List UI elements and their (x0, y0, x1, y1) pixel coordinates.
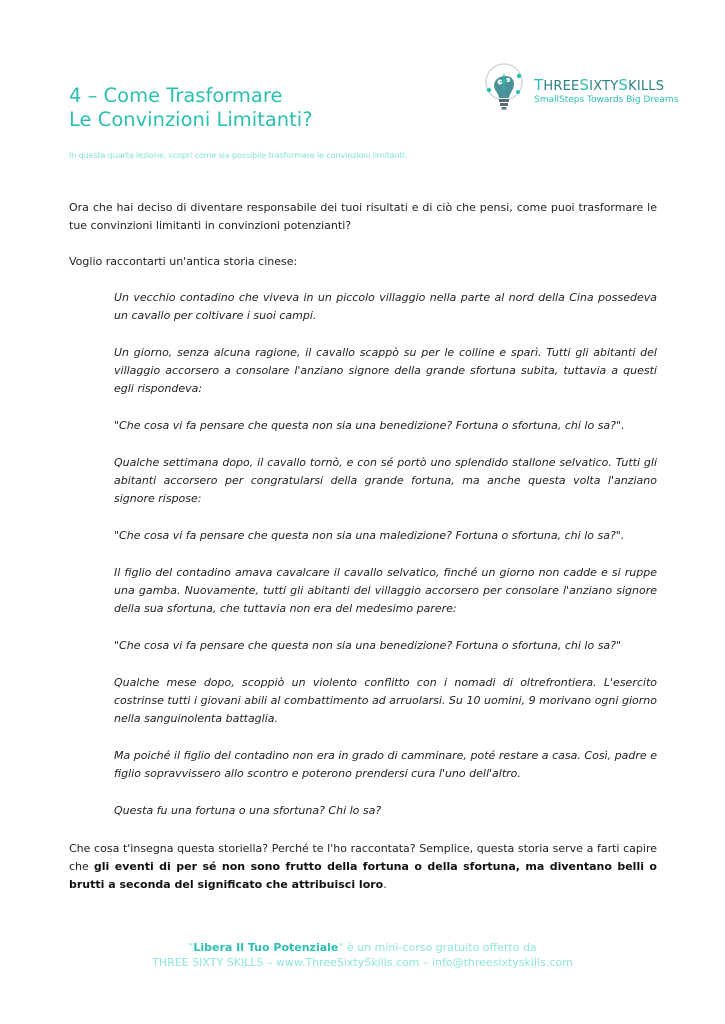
footer-line-1: "Libera Il Tuo Potenziale" è un mini-corso gratuito offerto da (188, 941, 537, 954)
page-title (69, 84, 399, 132)
conclusion-paragraph: Che cosa t'insegna questa storiella? Perché te l'ho raccontata? Semplice, questa storia serve a farti capire che gli eventi di per sé non sono frutto della fortuna o della sfortuna, ma diventano belli o brutti a seconda del significato che attribuisci loro. (69, 842, 657, 891)
story-paragraph-10: Questa fu una fortuna o una sfortuna? Chi lo sa? (114, 804, 382, 817)
story-paragraph-8: Qualche mese dopo, scoppiò un violento conflitto con i nomadi di oltrefrontiera. L'esercito costrinse tutti i giovani abili al combattimento ad arruolarsi. Su 10 uomini, 9 morivano ogni giorno nella sanguinolenta battaglia. (114, 676, 657, 725)
title-line-1: 4 – Come Trasformare (69, 84, 283, 107)
story-paragraph-6: Il figlio del contadino amava cavalcare il cavallo selvatico, finché un giorno non cadde e si ruppe una gamba. Nuovamente, tutti gli abitanti del villaggio accorsero per consolare l'anziano signore della sua sfortuna, che tuttavia non era del medesimo parere: (114, 566, 657, 615)
logo-wordmark: THREESIXTYSKILLS (534, 76, 665, 94)
story-paragraph-3: "Che cosa vi fa pensare che questa non sia una benedizione? Fortuna o sfortuna, chi lo sa?". (114, 419, 625, 432)
intro-paragraph: Ora che hai deciso di diventare responsabile dei tuoi risultati e di ciò che pensi, come puoi trasformare le tue convinzioni limitanti in convinzioni potenzianti? (69, 201, 657, 232)
footer-line-2: THREE SIXTY SKILLS – www.ThreeSixtySkills.com – info@threesixtyskills.com (152, 956, 573, 969)
story-paragraph-9: Ma poiché il figlio del contadino non era in grado di camminare, poté restare a casa. Così, padre e figlio sopravvissero allo scontro e poterono prendersi cura l'uno dell'altro. (114, 749, 657, 780)
story-paragraph-4: Qualche settimana dopo, il cavallo tornò, e con sé portò uno splendido stallone selvatico. Tutti gli abitanti accorsero per congratularsi della grande fortuna, ma anche questa volta l'anziano signore rispose: (114, 456, 657, 505)
story-paragraph-1: Un vecchio contadino che viveva in un piccolo villaggio nella parte al nord della Cina possedeva un cavallo per coltivare i suoi campi. (114, 291, 657, 322)
story-intro-paragraph: Voglio raccontarti un'antica storia cinese: (69, 255, 298, 268)
title-line-2: Le Convinzioni Limitanti? (69, 108, 313, 131)
logo-tagline: SmallSteps Towards Big Dreams (534, 95, 679, 105)
lightbulb-brain-icon (480, 60, 528, 114)
footer (0, 940, 725, 970)
story-paragraph-5: "Che cosa vi fa pensare che questa non sia una maledizione? Fortuna o sfortuna, chi lo sa?". (114, 529, 625, 542)
story-paragraph-7: "Che cosa vi fa pensare che questa non sia una benedizione? Fortuna o sfortuna, chi lo sa?" (114, 639, 622, 652)
brand-logo (480, 60, 680, 116)
conclusion-highlight: gli eventi di per sé non sono frutto della fortuna o della sfortuna, ma diventano belli o brutti a seconda del significato che attribuisci loro (69, 860, 657, 891)
course-name: Libera Il Tuo Potenziale (193, 941, 339, 954)
story-paragraph-2: Un giorno, senza alcuna ragione, il cavallo scappò su per le colline e sparì. Tutti gli abitanti del villaggio accorsero a consolare l'anziano signore della grande sfortuna subita, tuttavia a questi egli rispondeva: (114, 346, 657, 395)
lesson-subtitle: In questa quarta lezione, scopri come sia possibile trasformare le convinzioni limitanti. (69, 151, 408, 160)
